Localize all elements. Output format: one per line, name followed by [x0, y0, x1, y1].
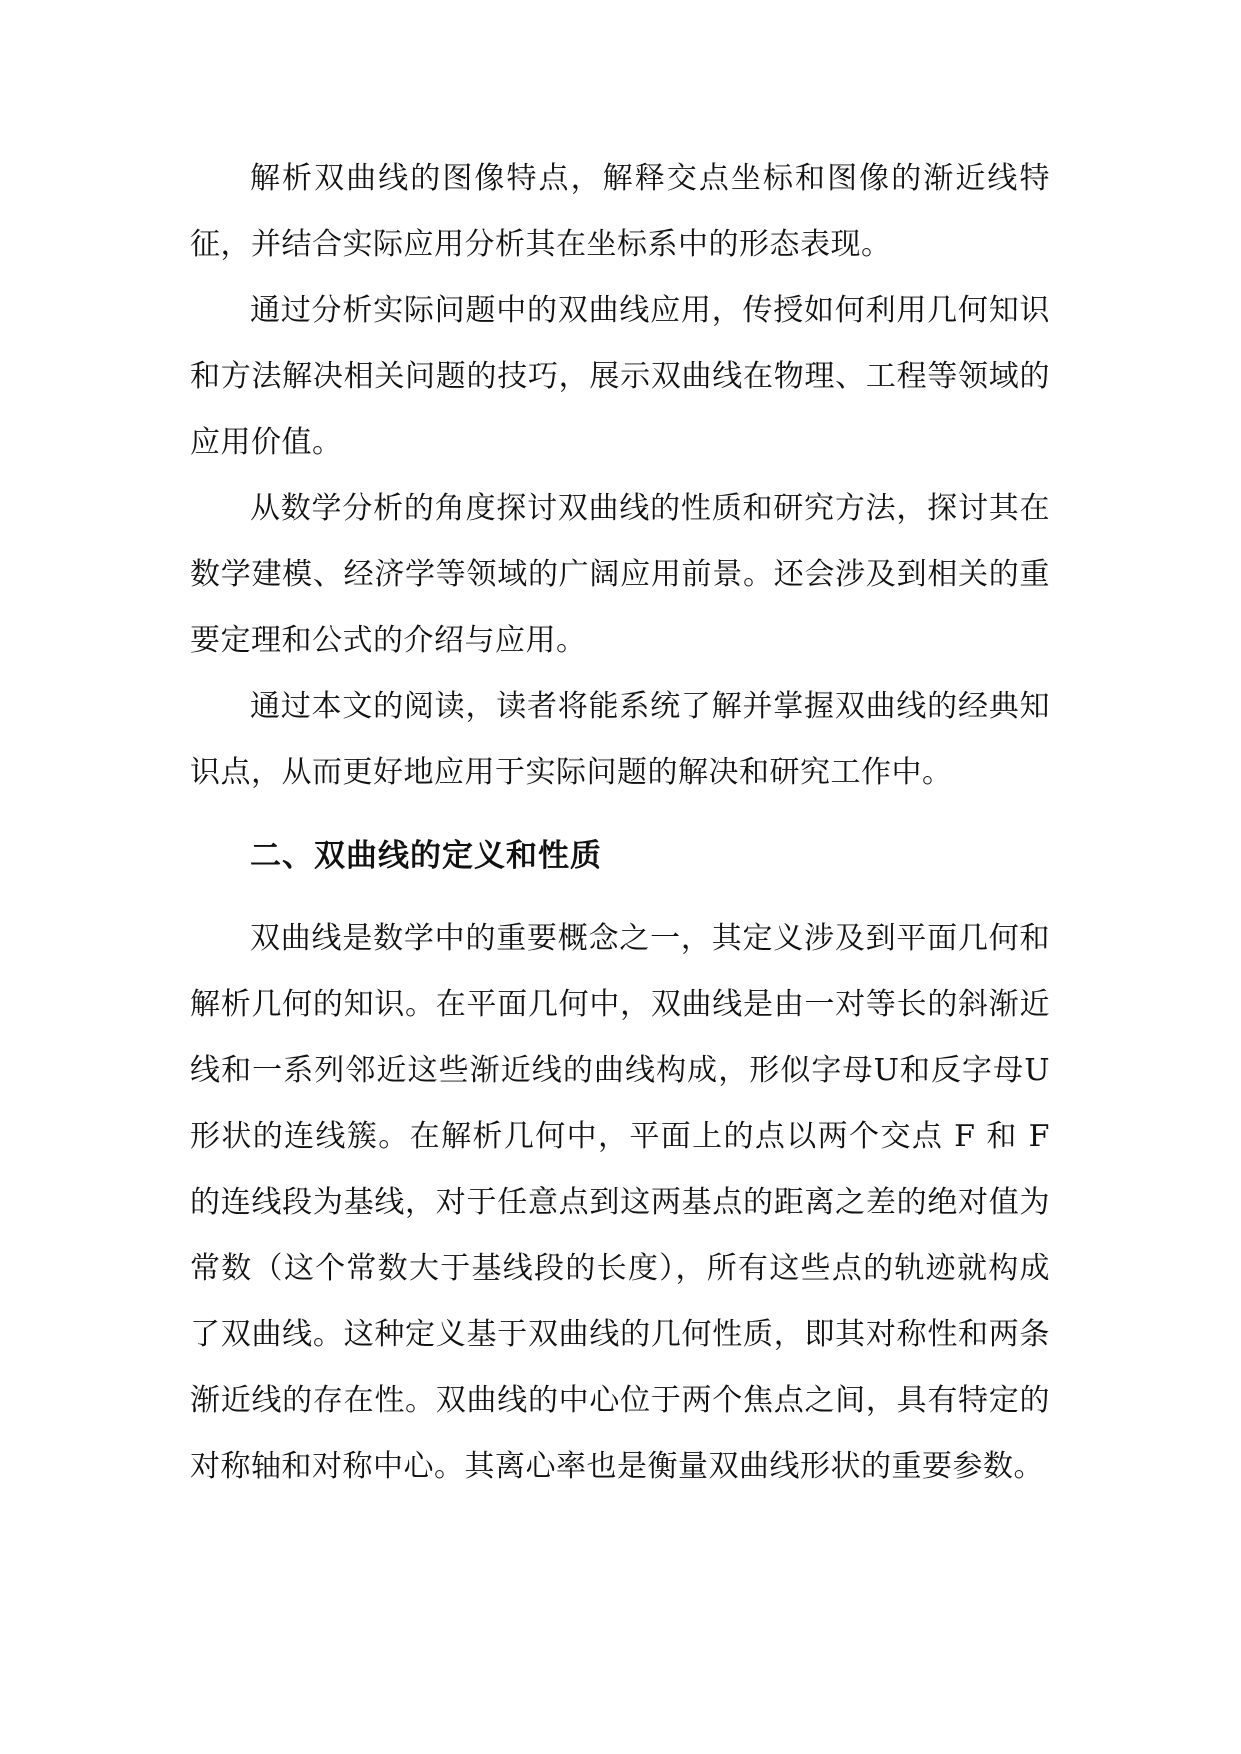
- document-body: [190, 146, 1050, 1500]
- intro-paragraph-4: 通过本文的阅读，读者将能系统了解并掌握双曲线的经典知识点，从而更好地应用于实际问题的解决和研究工作中。: [190, 689, 1050, 790]
- intro-paragraph-3: 从数学分析的角度探讨双曲线的性质和研究方法，探讨其在数学建模、经济学等领域的广阔应用前景。还会涉及到相关的重要定理和公式的介绍与应用。: [190, 491, 1050, 658]
- section-paragraph: 双曲线是数学中的重要概念之一，其定义涉及到平面几何和解析几何的知识。在平面几何中，双曲线是由一对等长的斜渐近线和一系列邻近这些渐近线的曲线构成，形似字母U和反字母U形状的连线簇。在解析几何中，平面上的点以两个交点 F 和 F 的连线段为基线，对于任意点到这两基点的距离之差的绝对值为常数（这个常数大于基线段的长度），所有这些点的轨迹就构成了双曲线。这种定义基于双曲线的几何性质，即其对称性和两条渐近线的存在性。双曲线的中心位于两个焦点之间，具有特定的对称轴和对称中心。其离心率也是衡量双曲线形状的重要参数。: [190, 921, 1050, 1484]
- intro-paragraph-1: 解析双曲线的图像特点，解释交点坐标和图像的渐近线特征，并结合实际应用分析其在坐标系中的形态表现。: [190, 161, 1050, 262]
- intro-paragraph-2: 通过分析实际问题中的双曲线应用，传授如何利用几何知识和方法解决相关问题的技巧，展示双曲线在物理、工程等领域的应用价值。: [190, 293, 1050, 460]
- section-heading: 二、双曲线的定义和性质: [250, 838, 602, 874]
